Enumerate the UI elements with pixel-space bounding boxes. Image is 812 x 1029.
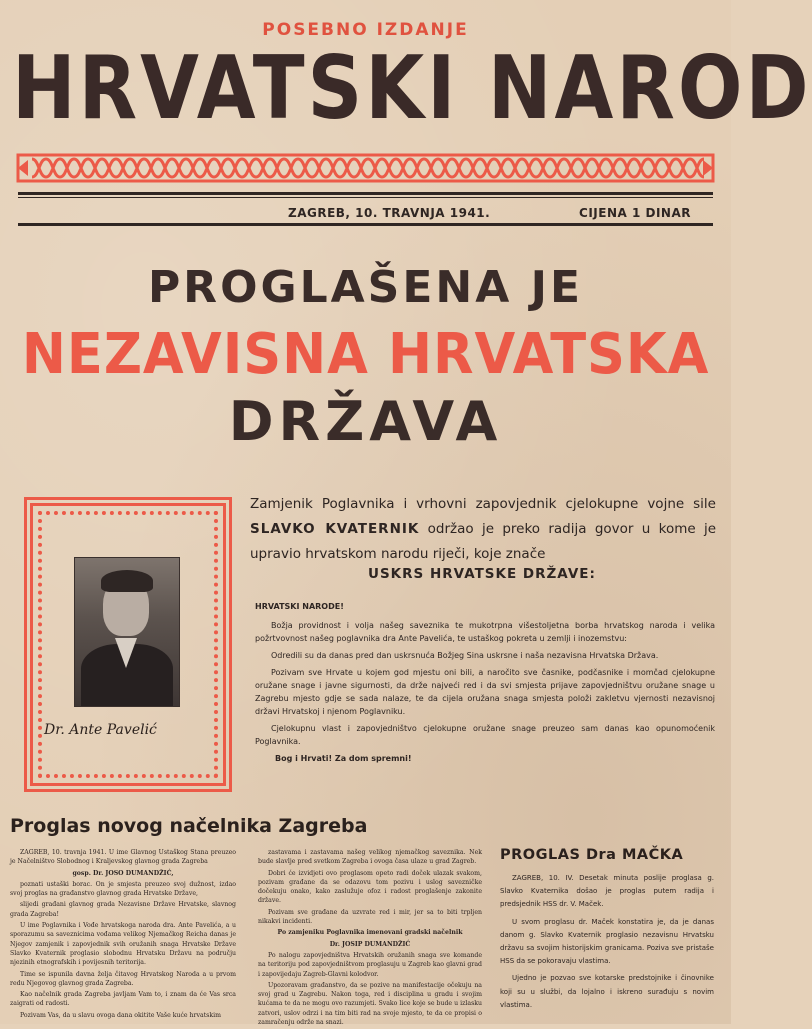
article-paragraph: Po zamjeniku Poglavnika imenovani gradski načelnik xyxy=(277,929,463,937)
issue-date: ZAGREB, 10. TRAVNJA 1941. xyxy=(288,206,491,220)
intro-text-1: Zamjenik Poglavnika i vrhovni zapovjednik cjelokupne vojne sile xyxy=(250,496,716,512)
issue-price: CIJENA 1 DINAR xyxy=(579,206,691,220)
article-paragraph: ZAGREB, 10. IV. Desetak minuta poslije proglasa g. Slavko Kvaternika došao je proglas putem radija i predsjednik HSS dr. V. Maček. xyxy=(500,874,714,909)
section-title-macek: PROGLAS Dra MAČKA xyxy=(500,847,684,863)
speech-paragraph: Pozivam sve Hrvate u kojem god mjestu oni bili, a naročito sve časnike, podčasnike i momčad cjelokupne oružane snage i javne sigurnosti, da drže najveći red i da svi smjesta prijave zapovjedništvu oružane snage u Zagrebu mjesto gdje se sada nalaze, te da cijela oružana snaga smjesta položi zakletvu vjernosti nezavisnoj državi Hrvatskoj i njenom Poglavniku. xyxy=(255,668,715,716)
article-paragraph: Dobri će izvidjeti ovo proglasom opeto radi doček ulazak svakom, pozivam građane da se odazovu tom pozivu i uslog savezničke dočekuju onako, kako zaslužuje ofoz i radost proglašenje zakonite države. xyxy=(258,869,482,905)
radio-speech xyxy=(255,600,715,769)
article-paragraph: Po nalogu zapovjedništva Hrvatskih oružanih snaga sve komande na teritoriju pod zapovjedništvom proglasuju u Zagreb kao glavni grad i zapovijedaju Zagreb-Glavni kolodvor. xyxy=(258,951,482,978)
dateline xyxy=(18,203,713,223)
top-rule-thin xyxy=(18,197,713,198)
intro-paragraph xyxy=(250,492,716,567)
portrait-photo xyxy=(74,557,180,707)
portrait-hair xyxy=(101,570,153,592)
article-paragraph: slijedi građani glavnog grada Nezavisne Države Hrvatske, slavnog grada Zagreba! xyxy=(10,901,236,918)
headline-line-3: DRŽAVA xyxy=(228,390,503,453)
article-name-line: gosp. Dr. JOSO DUMANDŽIĆ, xyxy=(72,869,174,877)
article-paragraph: Upozoravam građanstvo, da se pozive na manifestacije očekuju na svoj grad u Zagrebu. Nakon toga, red i disciplina u gradu i svojim kućama te da ne mogu ovo razumjeti. Svako lice koje se bude u izlasku zatvori, uslov odrzi i na tim biti rad na svoje mjesto, te da ce propisi o zamračenju održe na snazi. xyxy=(258,981,482,1027)
article-paragraph: U ime Poglavnika i Vođe hrvatskoga naroda dra. Ante Pavelića, a u sporazumu sa saveznicima vođama velikog Njemačkog Reicha danas je Njegov zamjenik i zapovjednik svih oružanih snaga Hrvatske Države Slavko Kvaternik proglasio slobodnu Hrvatsku Državu na području njezinih etnografskih i povijesnih teritorija. xyxy=(10,922,236,967)
intro-caps-line: USKRS HRVATSKE DRŽAVE: xyxy=(368,566,596,582)
article-paragraph: Time se ispunila davna želja čitavog Hrvatskog Naroda a u prvom redu Njegovog glavnog grada Zagreba. xyxy=(10,970,236,987)
article-paragraph: poznati ustaški borac. On je smjesta preuzeo svoj dužnost, izdao svoj proglas na građanstvo glavnog grada Hrvatske Države, xyxy=(10,880,236,898)
headline-line-1: PROGLAŠENA JE xyxy=(147,262,584,313)
article-column-1 xyxy=(10,848,236,1022)
speech-paragraph: Cjelokupnu vlast i zapovjedništvo cjelokupne oružane snage preuzeo sam danas kao opunomoćenik Poglavnika. xyxy=(255,724,715,746)
special-edition-kicker: POSEBNO IZDANJE xyxy=(262,20,469,40)
handwritten-signature: Dr. Ante Pavelić xyxy=(44,722,157,738)
section-title-mayor: Proglas novog načelnika Zagreba xyxy=(10,815,368,837)
speech-closing: Bog i Hrvati! Za dom spremni! xyxy=(275,754,412,763)
article-column-3 xyxy=(500,872,714,1016)
article-column-2 xyxy=(258,848,482,1029)
article-signatory: Dr. JOSIP DUMANDŽIĆ xyxy=(329,940,411,948)
article-paragraph: Kao načelnik grada Zagreba javljam Vam to, i znam da će Vas srca zaigrati od radosti. xyxy=(10,991,236,1008)
article-paragraph: Ujedno je pozvao sve kotarske predstojnike i činovnike koji su u službi, da lojalno i iskreno surađuju s novim vlastima. xyxy=(500,974,714,1009)
intro-name: SLAVKO KVATERNIK xyxy=(250,521,420,537)
article-paragraph: zastavama i zastavama našeg velikog njemačkog saveznika. Nek bude slavlje pred svetkom Zagreba i ovoga časa ulaze u grad Zagreb. xyxy=(258,849,482,866)
masthead-title: HRVATSKI NAROD xyxy=(12,36,812,139)
bottom-rule xyxy=(18,223,713,226)
speech-salutation: HRVATSKI NARODE! xyxy=(255,602,344,611)
headline-line-2: NEZAVISNA HRVATSKA xyxy=(21,322,710,387)
speech-paragraph: Božja providnost i volja našeg saveznika te mukotrpna višestoljetna borba hrvatskog naroda i velika požrtvovnost našeg poglavnika dra Ante Pavelića, te ustaškog pokreta u zemlji i inozemstvu: xyxy=(255,621,715,643)
speech-paragraph: Odredili su da danas pred dan uskrsnuća Božjeg Sina uskrsne i naša nezavisna Hrvatska Država. xyxy=(271,651,659,660)
intro-text-2: održao je preko radija govor u kome je upravio hrvatskom narodu riječi, koje znače xyxy=(250,521,717,562)
article-paragraph: Pozivam sve građane da uzvrate red i mir, jer sa to biti trpljen nikakvi incidenti. xyxy=(258,908,482,926)
article-paragraph: Pozivam Vas, da u slavu ovoga dana okitite Vaše kuće hrvatskim xyxy=(20,1011,221,1019)
article-paragraph: U svom proglasu dr. Maček konstatira je, da je danas danom g. Slavko Kvaternik proglasio nezavisnu Hrvatsku državu sa svojim historijskim granicama. Poziva sve pristaše HSS da se pokoravaju vlastima. xyxy=(500,917,714,966)
article-paragraph: ZAGREB, 10. travnja 1941. U ime Glavnog Ustaškog Stana preuzeo je Načelništvo Slobodnog i Kraljevskog glavnog grada Zagreba xyxy=(10,849,236,866)
ornamental-braid-band xyxy=(18,146,713,190)
top-rule xyxy=(18,192,713,195)
